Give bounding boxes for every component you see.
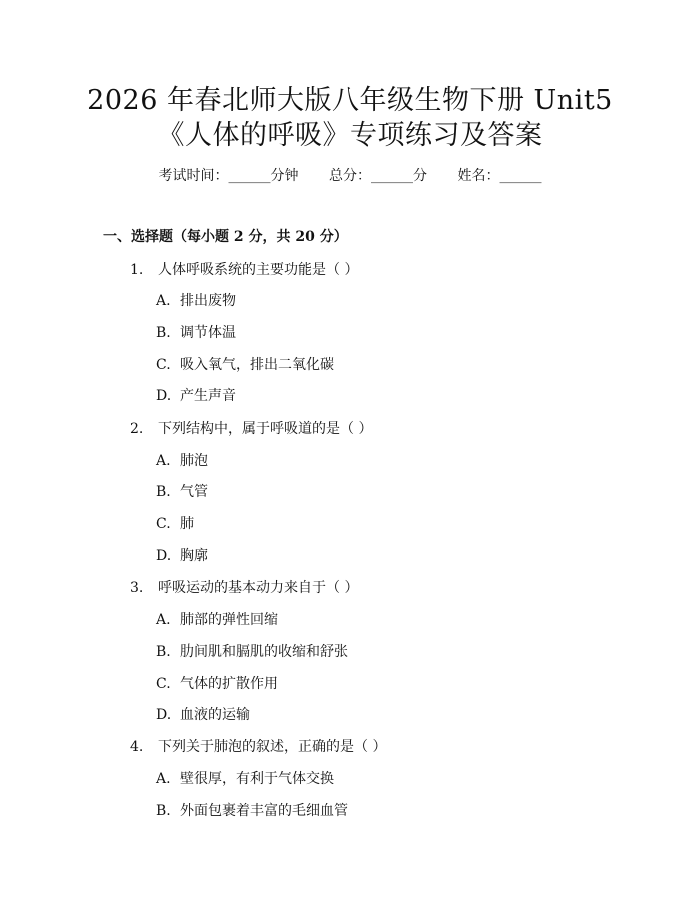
option-letter: A. bbox=[156, 293, 171, 309]
option-text: 气体的扩散作用 bbox=[180, 676, 278, 692]
question-text: 呼吸运动的基本动力来自于（ ） bbox=[158, 580, 359, 596]
student-name-field: 姓名：______ bbox=[457, 168, 542, 184]
option-letter: C. bbox=[156, 357, 171, 373]
option-text: 壁很厚，有利于气体交换 bbox=[180, 771, 334, 787]
section-heading: 一、选择题（每小题 2 分，共 20 分） bbox=[103, 229, 348, 245]
option-2b bbox=[156, 482, 208, 502]
question-4 bbox=[130, 737, 386, 757]
option-2c bbox=[156, 514, 194, 534]
option-letter: A. bbox=[156, 771, 171, 787]
option-1c bbox=[156, 355, 334, 375]
option-4a bbox=[156, 769, 334, 789]
option-text: 肺泡 bbox=[180, 453, 208, 469]
option-letter: D. bbox=[156, 388, 172, 404]
option-text: 外面包裹着丰富的毛细血管 bbox=[180, 803, 348, 819]
option-letter: C. bbox=[156, 676, 171, 692]
option-letter: C. bbox=[156, 516, 171, 532]
total-score-field: 总分：______分 bbox=[329, 168, 427, 184]
option-text: 调节体温 bbox=[180, 325, 236, 341]
option-3a bbox=[156, 610, 278, 630]
option-4b bbox=[156, 801, 348, 821]
question-number: 2. bbox=[130, 421, 144, 437]
option-3c bbox=[156, 674, 278, 694]
option-1b bbox=[156, 323, 236, 343]
option-text: 胸廓 bbox=[180, 548, 208, 564]
option-2a bbox=[156, 451, 208, 471]
option-3b bbox=[156, 642, 348, 662]
option-text: 排出废物 bbox=[180, 293, 236, 309]
question-number: 1. bbox=[130, 262, 144, 278]
option-letter: B. bbox=[156, 644, 171, 660]
question-number: 4. bbox=[130, 739, 144, 755]
option-letter: D. bbox=[156, 707, 172, 723]
exam-time-field: 考试时间：______分钟 bbox=[158, 168, 299, 184]
question-text: 下列关于肺泡的叙述，正确的是（ ） bbox=[158, 739, 387, 755]
question-3 bbox=[130, 578, 358, 598]
option-letter: B. bbox=[156, 803, 171, 819]
question-1 bbox=[130, 260, 358, 280]
option-letter: D. bbox=[156, 548, 172, 564]
title-line-2: 《人体的呼吸》专项练习及答案 bbox=[157, 120, 543, 151]
option-letter: B. bbox=[156, 325, 171, 341]
question-text: 人体呼吸系统的主要功能是（ ） bbox=[158, 262, 359, 278]
option-text: 产生声音 bbox=[180, 388, 236, 404]
option-2d bbox=[156, 546, 208, 566]
question-2 bbox=[130, 419, 372, 439]
option-letter: B. bbox=[156, 484, 171, 500]
option-letter: A. bbox=[156, 612, 171, 628]
option-3d bbox=[156, 705, 250, 725]
option-text: 肺 bbox=[180, 516, 194, 532]
option-text: 肋间肌和膈肌的收缩和舒张 bbox=[180, 644, 348, 660]
title-line-1: 2026 年春北师大版八年级生物下册 Unit5 bbox=[87, 85, 613, 116]
option-text: 肺部的弹性回缩 bbox=[180, 612, 278, 628]
question-text: 下列结构中，属于呼吸道的是（ ） bbox=[158, 421, 373, 437]
option-text: 血液的运输 bbox=[180, 707, 250, 723]
option-text: 气管 bbox=[180, 484, 208, 500]
option-text: 吸入氧气，排出二氧化碳 bbox=[180, 357, 334, 373]
option-letter: A. bbox=[156, 453, 171, 469]
exam-info bbox=[0, 166, 700, 186]
option-1d bbox=[156, 386, 236, 406]
option-1a bbox=[156, 291, 236, 311]
question-number: 3. bbox=[130, 580, 144, 596]
